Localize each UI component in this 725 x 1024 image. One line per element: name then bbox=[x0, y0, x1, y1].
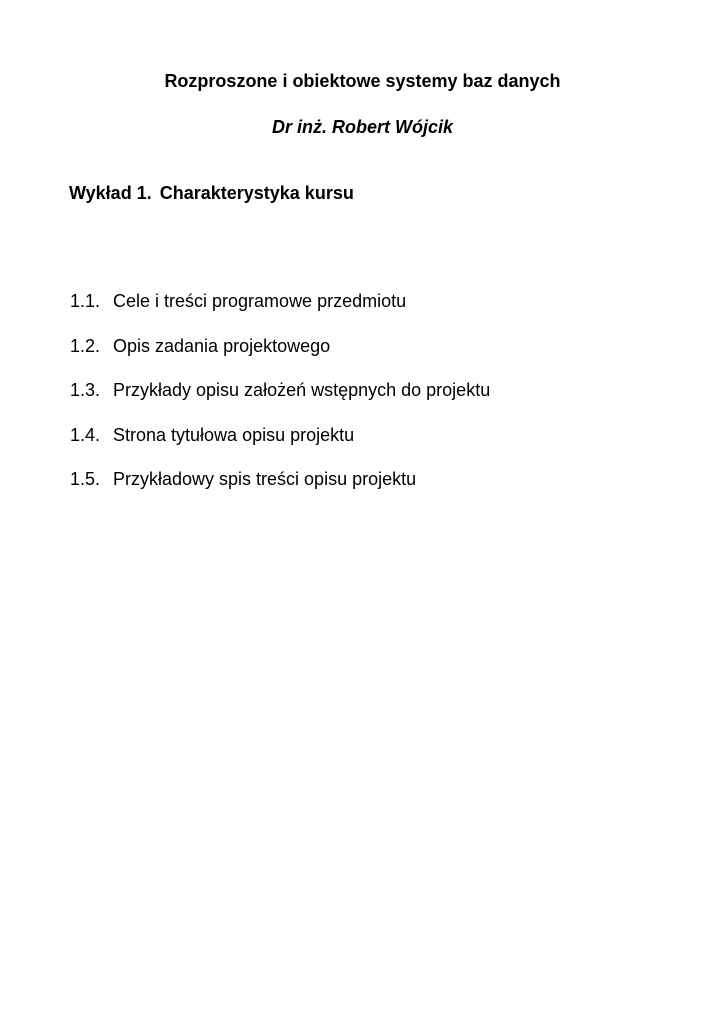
document-author: Dr inż. Robert Wójcik bbox=[271, 117, 453, 137]
document-title: Rozproszone i obiektowe systemy baz danych bbox=[164, 71, 561, 91]
toc-number: 1.2. bbox=[70, 335, 101, 356]
toc-number: 1.5. bbox=[70, 469, 101, 489]
toc-number: 1.3. bbox=[70, 380, 101, 400]
table-of-contents bbox=[70, 290, 490, 513]
lecture-heading bbox=[69, 182, 354, 204]
toc-text: Przykładowy spis treści opisu projektu bbox=[113, 469, 417, 489]
toc-text: Opis zadania projektowego bbox=[113, 335, 331, 356]
lecture-label: Wykład 1. bbox=[69, 183, 152, 203]
toc-item-1-2 bbox=[70, 335, 490, 357]
toc-text: Przykłady opisu założeń wstępnych do projektu bbox=[113, 380, 491, 400]
toc-item-1-4 bbox=[70, 424, 490, 446]
toc-item-1-5 bbox=[70, 468, 490, 490]
lecture-topic: Charakterystyka kursu bbox=[159, 183, 354, 203]
toc-number: 1.1. bbox=[70, 291, 101, 311]
toc-item-1-3 bbox=[70, 379, 490, 401]
toc-text: Cele i treści programowe przedmiotu bbox=[113, 291, 407, 311]
toc-number: 1.4. bbox=[70, 424, 101, 445]
toc-item-1-1 bbox=[70, 290, 490, 312]
toc-text: Strona tytułowa opisu projektu bbox=[113, 424, 355, 445]
